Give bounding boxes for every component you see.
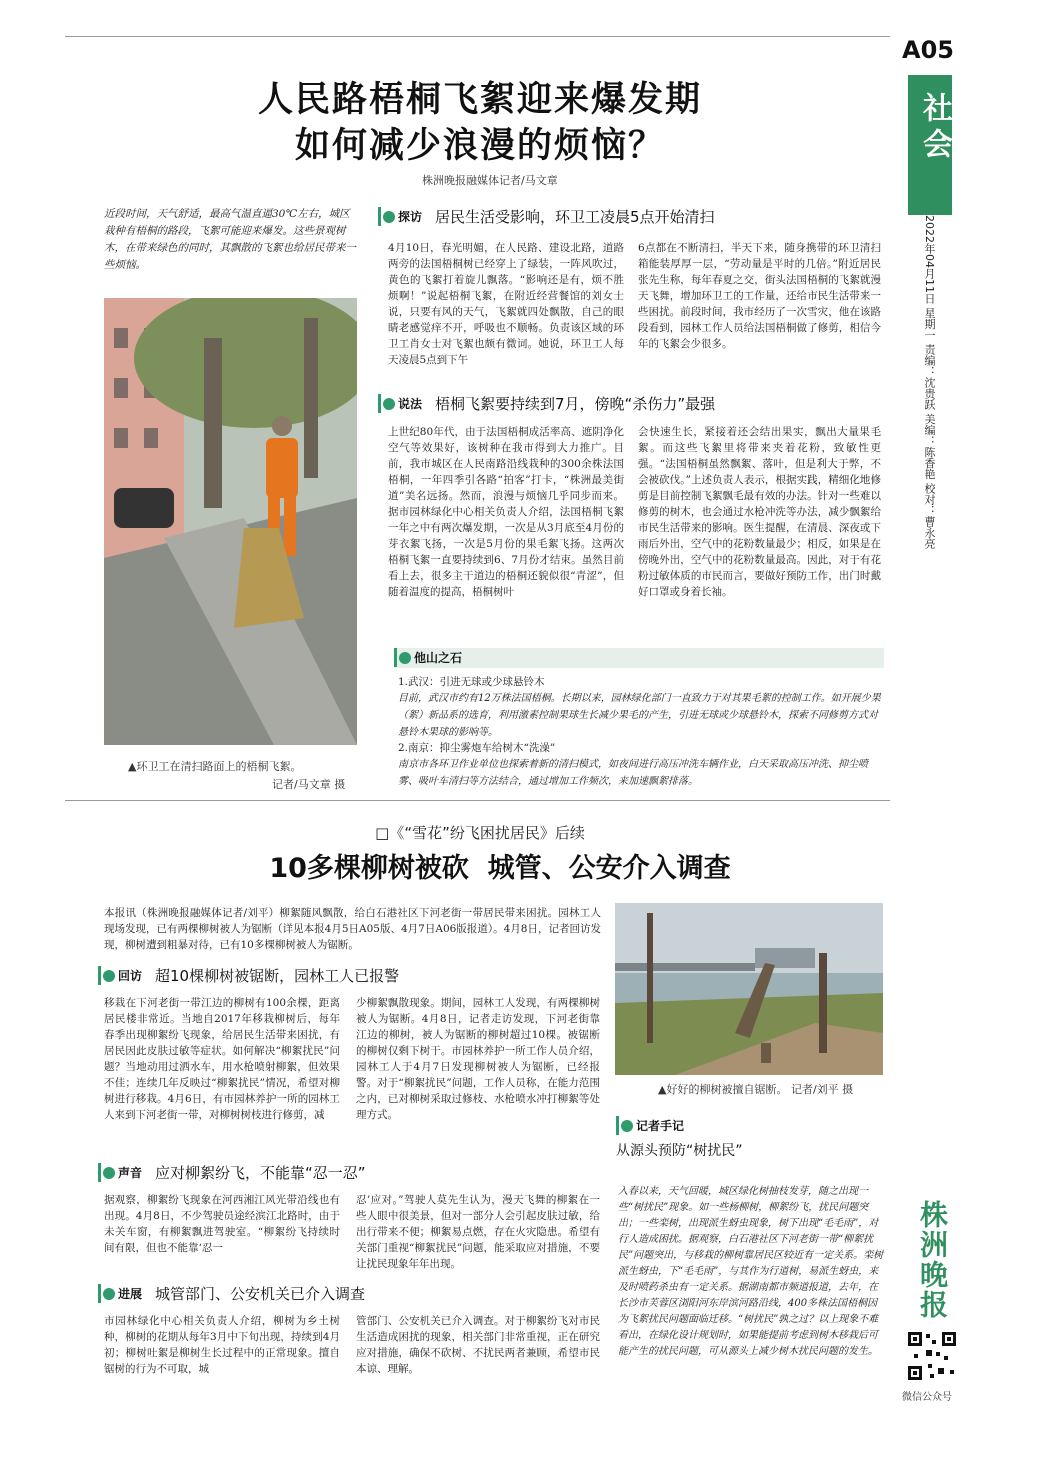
article2-sec1-title: 超10棵柳树被锯断，园林工人已报警 xyxy=(155,967,400,985)
article1-sec3-p2: 目前，武汉市约有12万株法国梧桐。长期以来，园林绿化部门一直致力于对其果毛絮的控制工作。如开展少果（絮）新品系的选育，利用激素控制果球生长减少果毛的产生，引进无球或少球悬铃木，探索不同修剪方式对悬铃木果球的影响等。 xyxy=(398,693,881,738)
article2-sec1-col1: 移栽在下河老街一带江边的柳树有100余棵，距离居民楼非常近。当地自2017年移栽柳树后，每年春季出现柳絮纷飞现象，给居民生活带来困扰，有居民因此皮肤过敏等症状。如何解决“柳絮扰民”问题？当地动用过洒水车，用水枪喷射柳絮，但效果不佳；连续几年反映过“柳絮扰民”情况，希望对柳树进行移栽。4月6日，有市园林养护一所的园林工人来到下河老街一带，对柳树树枝进行修剪，减 xyxy=(104,997,340,1121)
date-line: 2022年04月11日 星期一 责编：沈贵跃 美编：陈香艳 校对：曹永亮 xyxy=(923,215,936,549)
article1-title-line1: 人民路梧桐飞絮迎来爆发期 xyxy=(257,80,702,120)
article2-lead: 本报讯（株洲晚报融媒体记者/刘平）柳絮随风飘散，给白石港社区下河老街一带居民带来困扰。园林工人现场发现，已有两棵柳树被人为锯断（详见本报4月5日A05版、4月7日A06版报道）。4月8日，记者回访发现，柳树遭到粗暴对待，已有10多棵柳树被人为锯断。 xyxy=(104,907,601,951)
tag-dot-icon xyxy=(103,1288,115,1300)
article2-sec2-tag: 声音 xyxy=(98,1163,148,1182)
article1-photo-caption: ▲环卫工在清扫路面上的梧桐飞絮。 xyxy=(128,760,302,773)
article2-sec3-tag: 进展 xyxy=(98,1284,148,1303)
article1-lead: 近段时间，天气舒适，最高气温直逼30℃左右，城区栽种有梧桐的路段，飞絮可能迎来爆发。这些景观树木，在带来绿色的同时，其飘散的飞絮也给居民带来一些烦恼。 xyxy=(104,208,356,271)
article2-kicker: □《“雪花”纷飞困扰居民》后续 xyxy=(375,824,585,842)
article1-sec2-col1: 上世纪80年代，由于法国梧桐成活率高、遮阴净化空气等效果好，该树种在我市得到大力推广。目前，我市城区在人民南路沿线栽种的300余株法国梧桐，一年四季引各路“拍客”打卡，“株洲最美街道”美名远扬。然而，浪漫与烦恼几乎同步而来。据市园林绿化中心相关负责人介绍，法国梧桐飞絮一年之中有两次爆发期，一次是从3月底至4月份的芽衣絮飞扬，一次是5月份的果毛絮飞扬。这两次梧桐飞絮一直要持续到6、7月份才结束。虽然目前看上去，很多主干道边的梧桐还貌似很“青涩”，但随着温度的提高，梧桐树叶 xyxy=(388,426,624,598)
article2-sec2-col2: 忍’应对。”驾驶人莫先生认为，漫天飞舞的柳絮在一些人眼中很美景，但对一部分人会引起皮肤过敏，给出行带来不便；柳絮易点燃，存在火灾隐患。希望有关部门重视“柳絮扰民”问题，能采取应对措施，不要让扰民现象年年出现。 xyxy=(356,1194,600,1270)
article2-photo xyxy=(615,903,883,1075)
section-divider xyxy=(65,800,890,801)
article2-sec3-col1: 市园林绿化中心相关负责人介绍，柳树为乡土树种，柳树的花期从每年3月中下旬出现，持续到4月初；柳树吐絮是柳树生长过程中的正常现象。擅自锯树的行为不可取，城 xyxy=(104,1315,340,1375)
qr-code-icon xyxy=(906,1330,958,1382)
article1-byline: 株洲晚报融媒体记者/马文章 xyxy=(422,174,558,187)
article2-note-head xyxy=(616,1116,690,1135)
street-sweeper-photo xyxy=(104,298,357,745)
article1-photo-credit: 记者/马文章 摄 xyxy=(272,778,346,791)
article1-sec3-p3: 2.南京：抑尘雾炮车给树木“洗澡” xyxy=(398,742,556,754)
qr-code xyxy=(906,1330,958,1382)
article2-sec2-col1: 据观察，柳絮纷飞现象在河西湘江风光带沿线也有出现。4月8日，不少驾驶员途经滨江北路时，由于未关车窗，有柳絮飘进驾驶室。“柳絮纷飞持续时间有限，但也不能靠‘忍一 xyxy=(104,1194,340,1254)
article2-sec1-col2: 少柳絮飘散现象。期间，园林工人发现，有两棵柳树被人为锯断。4月8日，记者走访发现，下河老街靠江边的柳树，被人为锯断的柳树超过10棵。被锯断的柳树仅剩下树干。市园林养护一所工作人员介绍，园林工人于4月7日发现柳树被人为锯断，已经报警。对于“柳絮扰民”问题，工作人员称，在能力范围之内，已对柳树采取过修枝、水枪喷水冲打柳絮等处理方式。 xyxy=(356,997,600,1121)
article1-sec2-tag: 说法 xyxy=(378,394,428,413)
article1-sec3-p1: 1.武汉：引进无球或少球悬铃木 xyxy=(398,676,545,688)
article1-sec1-col1: 4月10日，春光明媚，在人民路、建设北路，道路两旁的法国梧桐树已经穿上了绿装，一阵风吹过，黄色的飞絮打着旋儿飘落。“影响还是有，烦不胜烦啊！”说起梧桐飞絮，在附近经营餐馆的刘女士说，只要有风的天气，飞絮就四处飘散，自己的眼睛老感觉痒不开，呼吸也不顺畅。负责该区域的环卫工肖女士对飞絮也颇有微词。她说，环卫工人每天凌晨5点到下午 xyxy=(388,242,624,366)
article2-sec1-tag: 回访 xyxy=(98,966,148,985)
article2-note-title: 从源头预防“树扰民” xyxy=(616,1143,743,1159)
article2-sec1-head xyxy=(98,965,399,986)
cut-willow-photo xyxy=(615,903,883,1075)
article1-sec1-title: 居民生活受影响，环卫工凌晨5点开始清扫 xyxy=(435,208,715,226)
article1-sec2-col2: 会快速生长，紧接着还会结出果实，飘出大量果毛絮。而这些飞絮里将带来夹着花粉，致敏性更强。“法国梧桐虽然飘絮、落叶，但是利大于弊，不会被砍伐。”上述负责人表示，根据实践，精细化地修剪是目前控制飞絮飘毛最有效的办法。针对一些难以修剪的树木，也会通过水枪冲洗等办法，减少飘絮给市民生活带来的影响。医生提醒，在清晨、深夜或下雨后外出，空气中的花粉数量最少；相反，如果是在傍晚外出，空气中的花粉数量最高。因此，对于有花粉过敏体质的市民而言，要做好预防工作，出门时戴好口罩或身着长袖。 xyxy=(638,426,881,598)
page-number: A05 xyxy=(902,36,954,64)
article2-sec3-head xyxy=(98,1283,365,1304)
article2-note-tag: 记者手记 xyxy=(616,1116,690,1135)
section-label: 社会 xyxy=(917,92,952,164)
article1-sec2-head xyxy=(378,393,715,414)
top-rule xyxy=(65,36,890,37)
tag-dot-icon xyxy=(103,1167,115,1179)
article1-sec3-p4: 南京市各环卫作业单位也探索着新的清扫模式，如夜间进行高压冲洗车辆作业，白天采取高压冲洗、抑尘喷雾、吸叶车清扫等方法结合，通过增加工作频次，来加速飘絮排落。 xyxy=(398,759,868,787)
article2-note-body: 入春以来，天气回暖，城区绿化树抽枝发芽，随之出现一些“树扰民”现象。如一些杨柳树，柳絮纷飞，扰民问题突出；一些栾树，出现派生蚜虫现象，树下出现“毛毛雨”，对行人造成困扰。据观察，白石港社区下河老街一带“柳絮扰民”问题突出，与移栽的柳树靠居民区较近有一定关系。栾树派生蚜虫，下“毛毛雨”，与其作为行道树，易派生蚜虫，来及时喷药杀虫有一定关系。据湖南都市频道报道，去年，在长沙市芙蓉区浏阳河东岸滨河路沿线，400多株法国梧桐因为飞絮扰民问题面临迁移。“树扰民”孰之过？以上现象不难看出，在绿化设计规划时，如果能提前考虑到树木移栽后可能产生的扰民问题，可从源头上减少树木扰民问题的发生。 xyxy=(618,1186,884,1357)
article1-sec3-tag: 他山之石 xyxy=(394,648,468,667)
article1-sec1-head xyxy=(378,206,715,227)
article1-sec3-head xyxy=(394,648,468,667)
article1-photo xyxy=(104,298,357,745)
article2-title: 10多棵柳树被砍 城管、公安介入调查 xyxy=(269,853,731,884)
article2-sec3-title: 城管部门、公安机关已介入调查 xyxy=(155,1285,366,1303)
tag-dot-icon xyxy=(103,970,115,982)
paper-logo: 株洲晚报 xyxy=(916,1200,949,1320)
tag-dot-icon xyxy=(383,398,395,410)
tag-dot-icon xyxy=(399,652,411,664)
article2-sec2-head xyxy=(98,1162,366,1183)
tag-dot-icon xyxy=(383,211,395,223)
qr-label: 微信公众号 xyxy=(902,1392,952,1403)
tag-dot-icon xyxy=(621,1120,633,1132)
article1-sec1-col2: 6点都在不断清扫，半天下来，随身携带的环卫清扫箱能装厚厚一层，“劳动量是平时的几倍。”附近居民张先生称，每年春夏之交，街头法国梧桐的飞絮就漫天飞舞，增加环卫工的工作量，还给市民生活带来一些困扰。前段时间，我市经历了一次雪灾，他在该路段看到，园林工作人员给法国梧桐做了修剪，相信今年的飞絮会少很多。 xyxy=(638,242,881,350)
article1-title-line2: 如何减少浪漫的烦恼？ xyxy=(294,126,665,166)
article1-sec2-title: 梧桐飞絮要持续到7月，傍晚“杀伤力”最强 xyxy=(435,395,716,413)
article2-sec3-col2: 管部门、公安机关已介入调查。对于柳絮纷飞对市民生活造成困扰的现象，相关部门非常重视，正在研究应对措施，确保不砍树、不扰民两者兼顾，希望市民本谅、理解。 xyxy=(356,1315,600,1375)
article1-sec1-tag: 探访 xyxy=(378,207,428,226)
article2-sec2-title: 应对柳絮纷飞，不能靠“忍一忍” xyxy=(155,1164,366,1182)
article2-photo-caption: ▲好好的柳树被擅自锯断。 记者/刘平 摄 xyxy=(658,1083,854,1096)
